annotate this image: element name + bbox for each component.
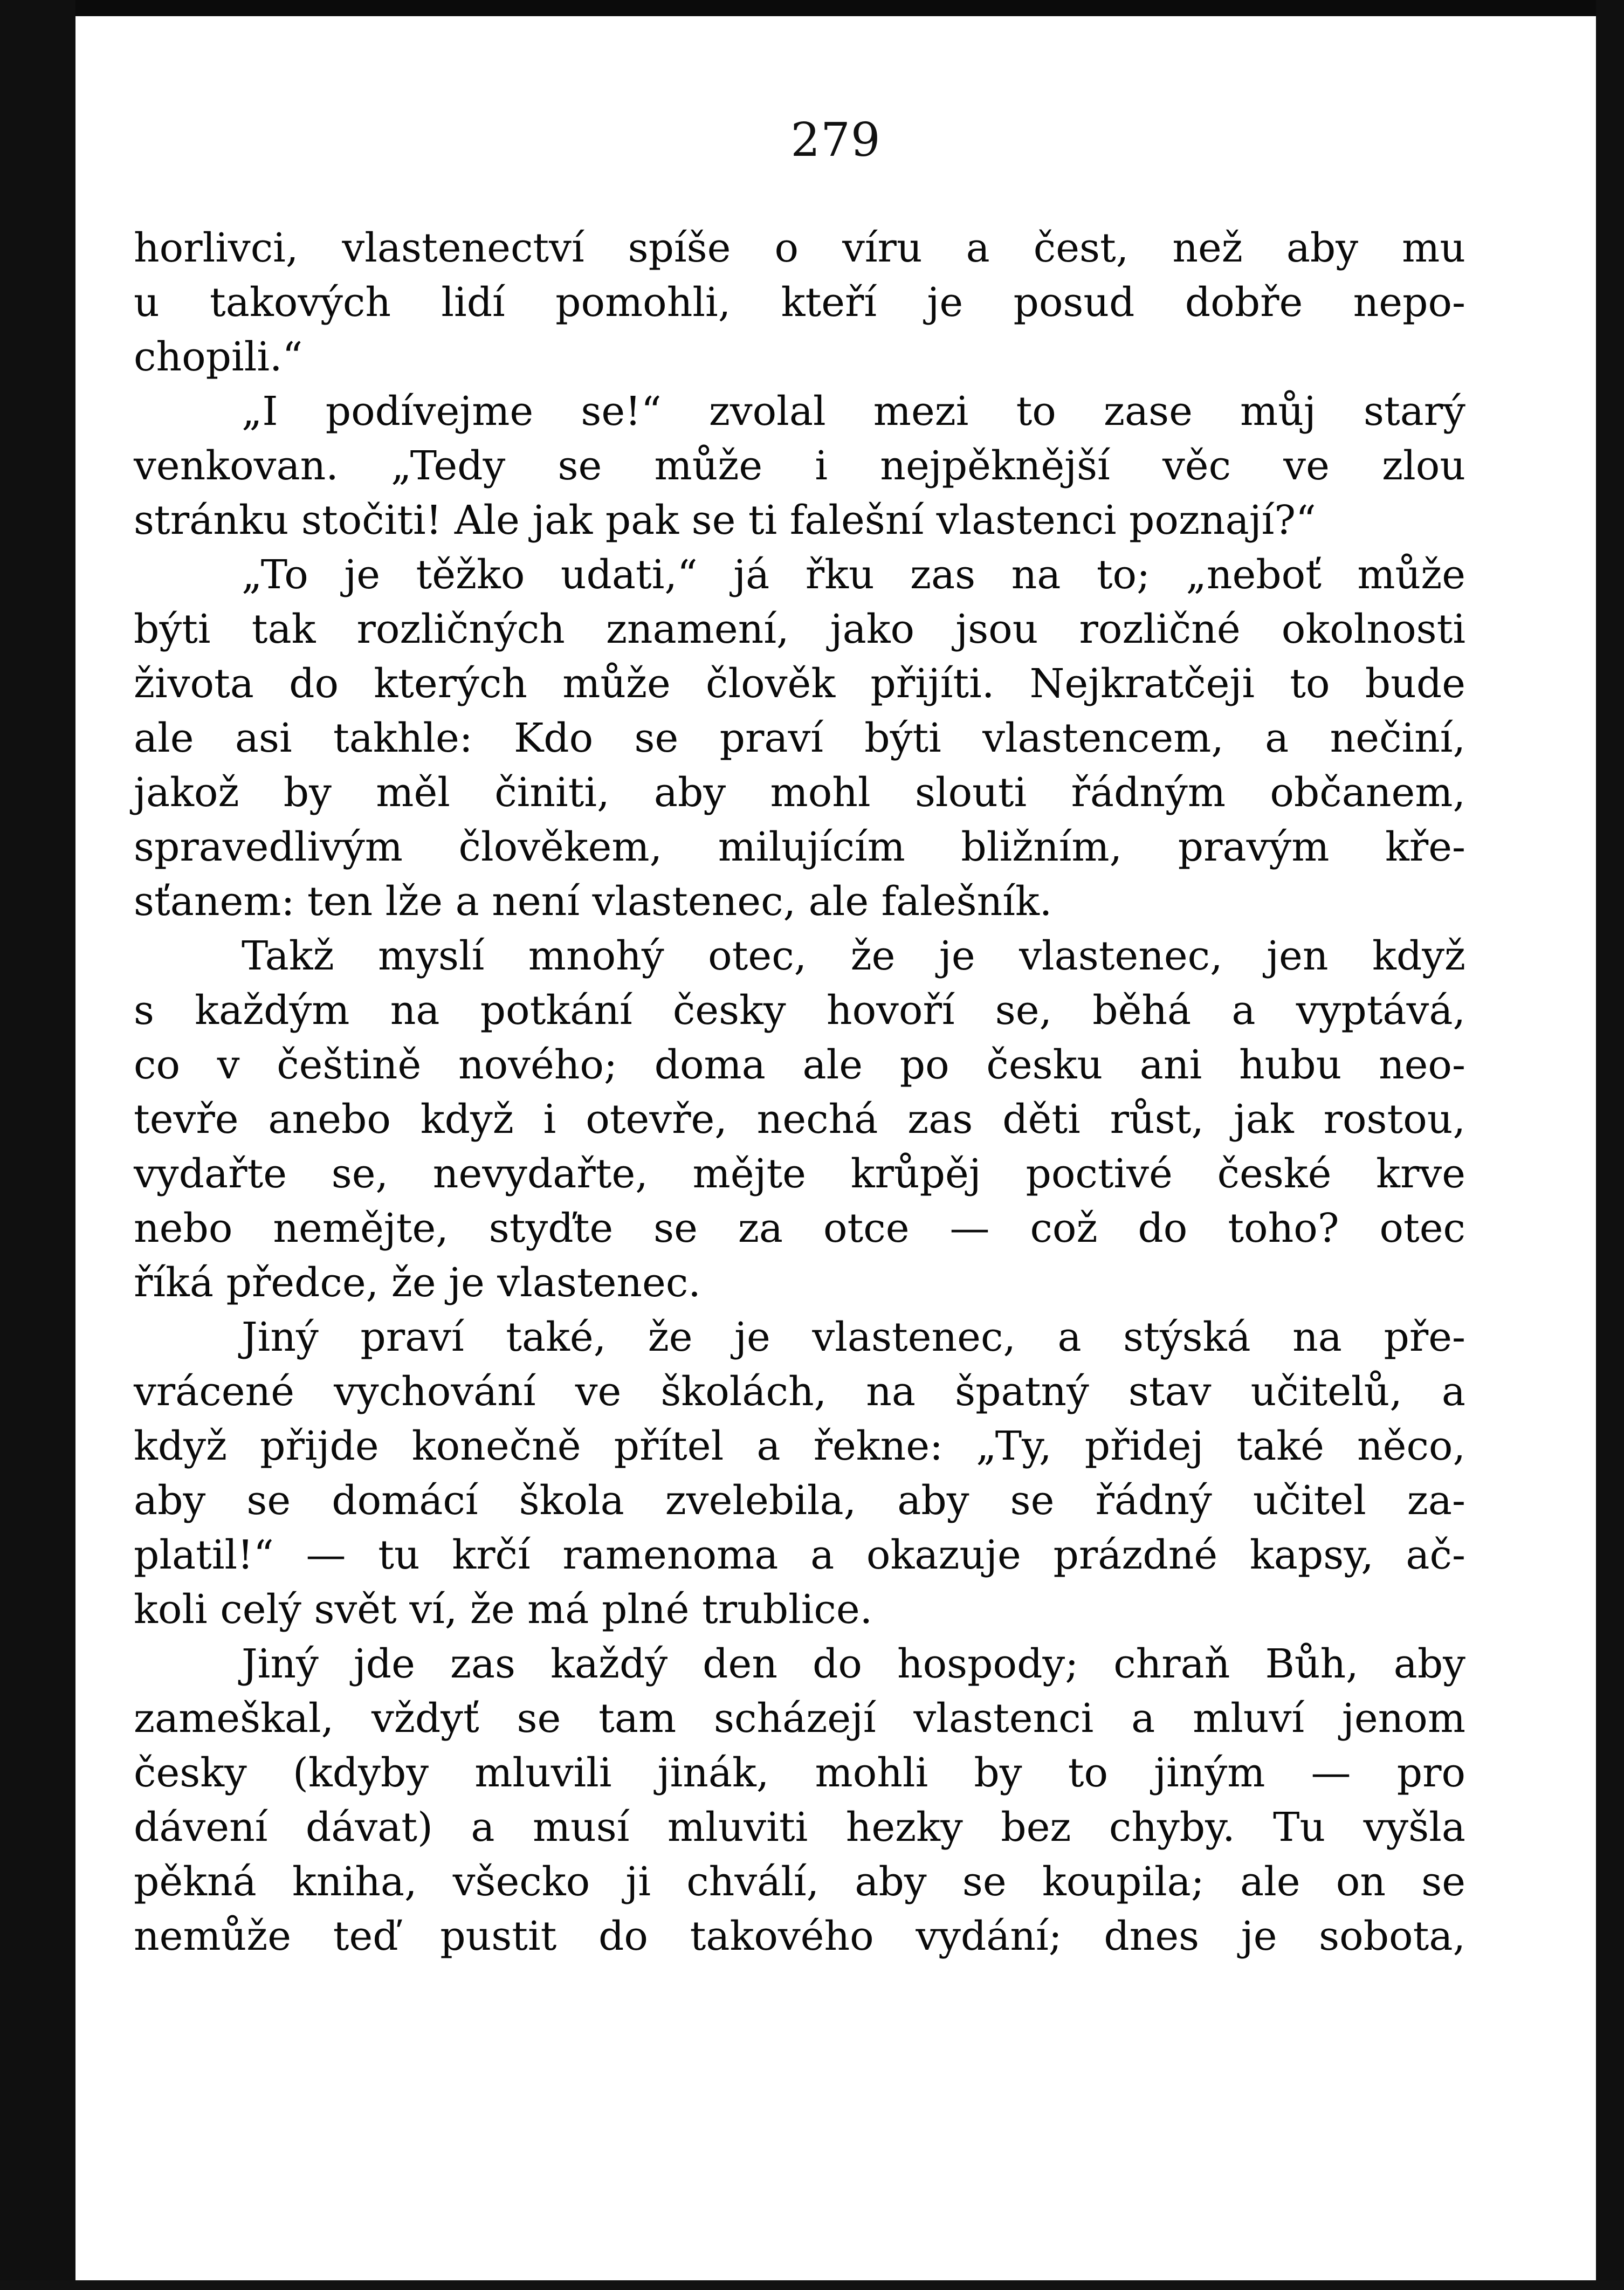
text-line: zameškal, vždyť se tam scházejí vlastenci a mluví jenom xyxy=(134,1695,1465,1742)
scan-border-right xyxy=(1596,0,1624,2290)
text-line: koli celý svět ví, že má plné trublice. xyxy=(134,1586,873,1633)
text-line: chopili.“ xyxy=(134,334,303,380)
scan-border-left xyxy=(0,0,75,2290)
text-line: jakož by měl činiti, aby mohl slouti řádným občanem, xyxy=(134,769,1465,816)
text-line: pěkná kniha, všecko ji chválí, aby se koupila; ale on se xyxy=(134,1859,1465,1905)
text-line: Jiný praví také, že je vlastenec, a stýská na pře- xyxy=(242,1314,1465,1360)
text-line: „I podívejme se!“ zvolal mezi to zase můj starý xyxy=(242,388,1465,435)
text-line: když přijde konečně přítel a řekne: „Ty, přidej také něco, xyxy=(134,1423,1465,1469)
text-line: života do kterých může člověk přijíti. Nejkratčeji to bude xyxy=(134,661,1465,707)
text-line: česky (kdyby mluvili jinák, mohli by to jiným — pro xyxy=(134,1750,1465,1796)
text-line: tevře anebo když i otevře, nechá zas děti růst, jak rostou, xyxy=(134,1096,1465,1143)
page-number: 279 xyxy=(790,113,881,167)
text-line: nebo nemějte, styďte se za otce — což do toho? otec xyxy=(134,1205,1465,1251)
text-line: u takových lidí pomohli, kteří je posud dobře nepo- xyxy=(134,279,1465,326)
text-line: dávení dávat) a musí mluviti hezky bez chyby. Tu vyšla xyxy=(134,1804,1465,1851)
text-line: býti tak rozličných znamení, jako jsou rozličné okolnosti xyxy=(134,606,1465,652)
body-text xyxy=(134,221,1465,1964)
text-line: co v češtině nového; doma ale po česku ani hubu neo- xyxy=(134,1042,1465,1088)
text-line: spravedlivým člověkem, milujícím bližním, pravým kře- xyxy=(134,824,1465,870)
book-page xyxy=(75,16,1596,2280)
text-line: stránku stočiti! Ale jak pak se ti falešní vlastenci poznají?“ xyxy=(134,497,1316,544)
scan-border-top xyxy=(0,0,1624,16)
text-line: nemůže teď pustit do takového vydání; dnes je sobota, xyxy=(134,1913,1465,1959)
text-line: aby se domácí škola zvelebila, aby se řádný učitel za- xyxy=(134,1477,1465,1524)
text-line: Jiný jde zas každý den do hospody; chraň Bůh, aby xyxy=(242,1641,1465,1687)
text-line: s každým na potkání česky hovoří se, běhá a vyptává, xyxy=(134,987,1465,1034)
scan-border-bottom xyxy=(0,2280,1624,2290)
text-line: Takž myslí mnohý otec, že je vlastenec, jen když xyxy=(242,933,1465,979)
text-line: ale asi takhle: Kdo se praví býti vlastencem, a nečiní, xyxy=(134,715,1465,761)
text-line: vrácené vychování ve školách, na špatný stav učitelů, a xyxy=(134,1369,1465,1415)
text-line: platil!“ — tu krčí ramenoma a okazuje prázdné kapsy, ač- xyxy=(134,1532,1465,1578)
text-line: venkovan. „Tedy se může i nejpěknější věc ve zlou xyxy=(134,443,1465,489)
text-line: říká předce, že je vlastenec. xyxy=(134,1260,701,1306)
text-line: sťanem: ten lže a není vlastenec, ale falešník. xyxy=(134,878,1052,925)
text-line: „To je těžko udati,“ já řku zas na to; „neboť může xyxy=(242,552,1465,598)
text-line: vydařte se, nevydařte, mějte krůpěj poctivé české krve xyxy=(134,1151,1465,1197)
text-line: horlivci, vlastenectví spíše o víru a čest, než aby mu xyxy=(134,225,1465,271)
